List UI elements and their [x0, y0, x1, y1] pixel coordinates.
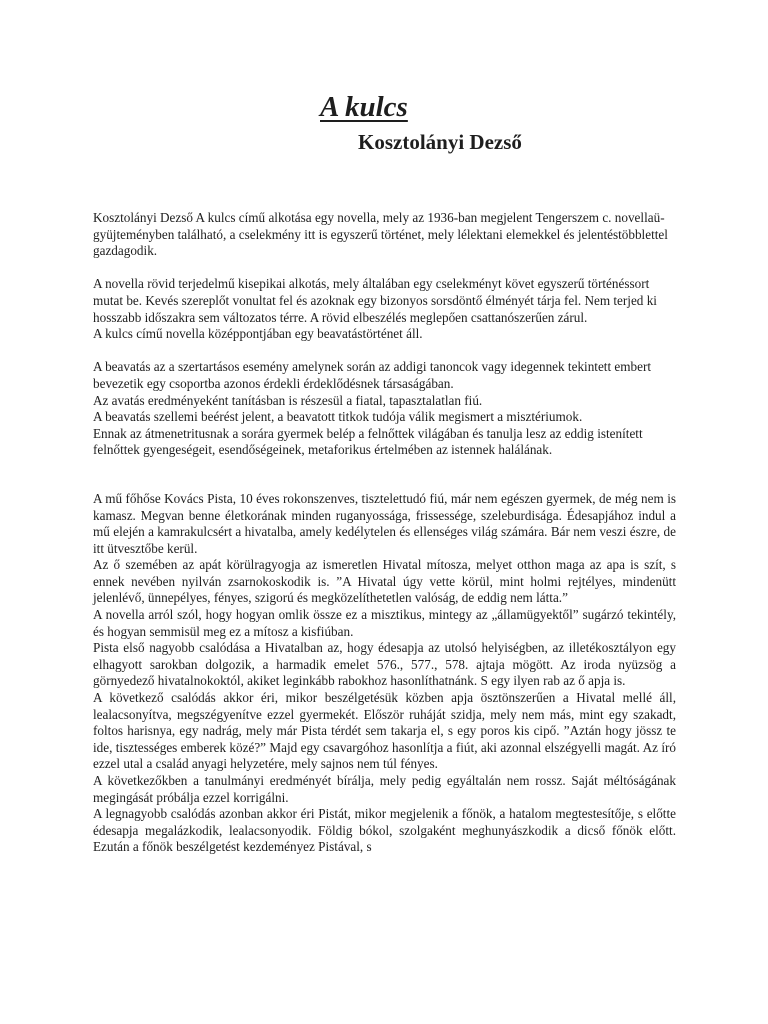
paragraph: Az ő szemében az apát körülragyogja az ismeretlen Hivatal mítosza, melyet otthon maga az apa is szít, s ennek nevében nyilván zsarnokoskodik is. ”A Hivatal úgy vette körül, mint holmi rejtélyes, mindenütt jelenlévő, ünnepélyes, fényes, szigorú és megközelíthetetlen valóság, de eddig nem látta.” — [93, 557, 676, 606]
document-author: Kosztolányi Dezső — [358, 130, 522, 154]
paragraph: Pista első nagyobb csalódása a Hivatalban az, hogy édesapja az utolsó helyiségben, az illetékosztályon egy elhagyott sarokban dolgozik, a harmadik emelet 576., 577., 578. ajtaja mögött. Az iroda nyüzsög a görnyedező hivatalnokoktól, akiket leginkább rabokhoz hasonlíthatnánk. S egy ilyen rab az ő apja is. — [93, 640, 676, 689]
paragraph: A novella arról szól, hogy hogyan omlik össze ez a misztikus, mintegy az „államügyektől” sugárzó tekintély, és hogyan semmisül meg ez a mítosz a kisfiúban. — [93, 607, 676, 639]
paragraph: A novella rövid terjedelmű kisepikai alkotás, mely általában egy cselekményt követ egyszerű történéssort mutat be. Kevés szereplőt vonultat fel és azoknak egy bizonyos sorsdöntő élményét tárja fel. Nem terjed ki hosszabb időszakra sem változatos térre. A rövid elbeszélés meglepően csattanószerűen zárul. — [93, 276, 657, 325]
paragraph-gap — [93, 475, 676, 491]
paragraph: A beavatás az a szertartásos esemény amelynek során az addigi tanoncok vagy idegennek tekintett embert bevezetik egy csoportba azonos érdekli érdeklődésnek társaságában. — [93, 359, 652, 391]
paragraph-gap — [93, 343, 676, 360]
paragraph: Az avatás eredményeként tanításban is részesül a fiatal, tapasztalatlan fiú. — [93, 392, 483, 408]
paragraph-gap — [93, 260, 676, 277]
paragraph: A mű főhőse Kovács Pista, 10 éves rokonszenves, tisztelettudó fiú, már nem egészen gyermek, de még nem is kamasz. Megvan benne életkorának minden ruganyossága, frissessége, szeleburdisága. Édesapjához indul a mű elején a kamrakulcsért a hivatalba, amely kedélytelen és ellenséges világ számára. Bár nem veszi észre, de itt ütvesztőbe kerül. — [93, 490, 676, 556]
paragraph-gap — [93, 459, 676, 475]
document-body — [93, 210, 676, 856]
paragraph: Ennak az átmenetritusnak a sorára gyermek belép a felnőttek világában és tanulja lesz az eddig istenített felnőttek gyengeségeit, esendőségeinek, metaforikus értelmében az istennek halálának. — [93, 425, 643, 458]
paragraph: A következő csalódás akkor éri, mikor beszélgetésük közben apja ösztönszerűen a Hivatal mellé áll, lealacsonyítva, megszégyenítve ezzel gyermekét. Először ruháját szidja, mely nem más, mint egy szakadt, foltos harisnya, egy nadrág, mely már Pista térdét sem takarja el, s egy poros kis cipő. ”Aztán hogy jössz te ide, tisztességes emberek közé?” Majd egy csavargóhoz hasonlítja a fiút, aki azonnal elszégyelli magát. Az író ezzel utal a család anyagi helyzetére, mely sajnos nem túl fényes. — [93, 690, 676, 772]
paragraph: Kosztolányi Dezső A kulcs című alkotása egy novella, mely az 1936-ban megjelent Tengerszem c. novellaü-gyüjteményben található, a cselekmény itt is egyszerű történet, mely lélektani elemekkel és jelentéstöbblettel gazdagodik. — [93, 210, 668, 259]
paragraph: A kulcs című novella középpontjában egy beavatástörténet áll. — [93, 326, 423, 342]
document-title: A kulcs — [320, 91, 408, 123]
paragraph: A beavatás szellemi beérést jelent, a beavatott titkok tudója válik megismert a misztériumok. — [93, 409, 583, 425]
paragraph: A legnagyobb csalódás azonban akkor éri Pistát, mikor megjelenik a főnök, a hatalom megtestesítője, s előtte édesapja megalázkodik, lealacsonyodik. Földig bókol, szolgaként meghunyászkodik a dicső főnök előtt. Ezután a főnök beszélgetést kezdeményez Pistával, s — [93, 806, 676, 855]
paragraph: A következőkben a tanulmányi eredményét bírálja, mely pedig egyáltalán nem rossz. Saját méltóságának megingását próbálja ezzel korrigálni. — [93, 773, 676, 805]
